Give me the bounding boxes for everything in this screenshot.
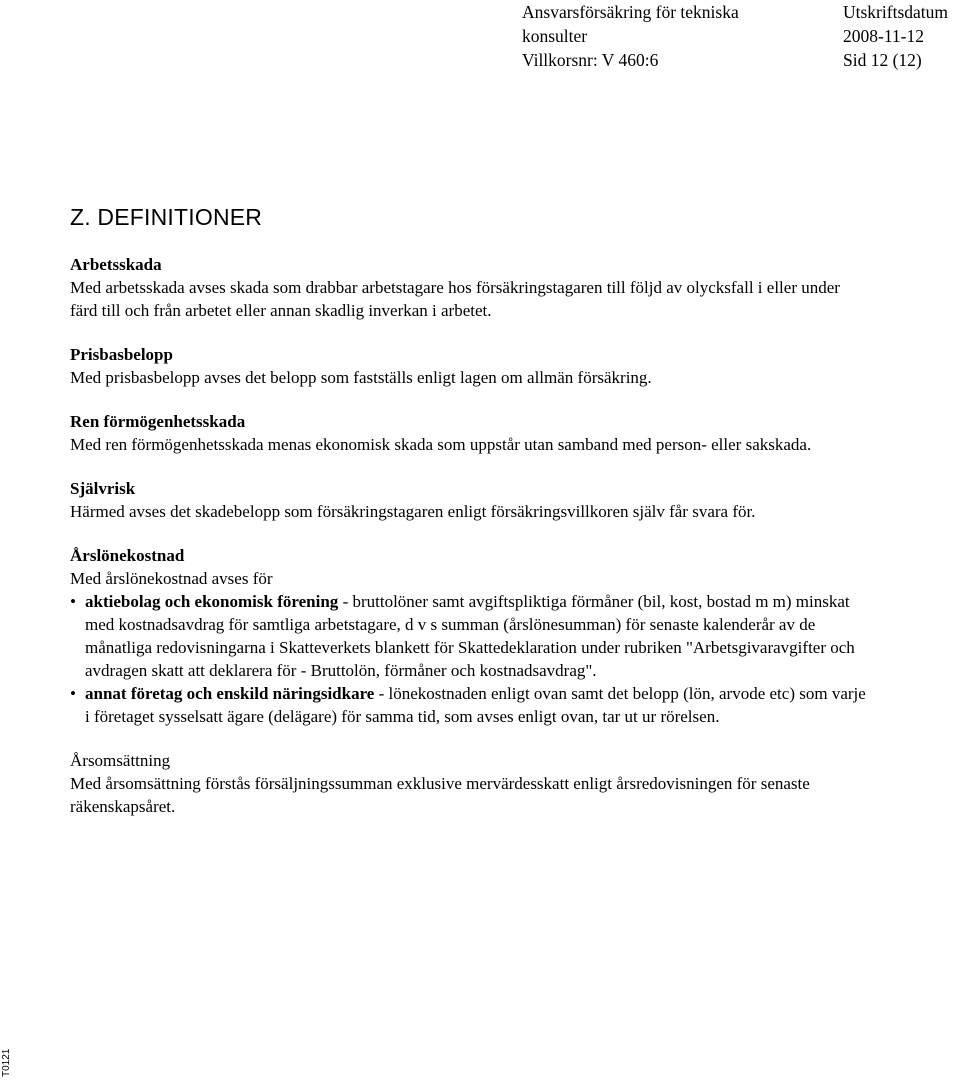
list-item xyxy=(70,590,870,682)
definition-arsomsattning xyxy=(70,749,870,818)
header-print-date-label: Utskriftsdatum xyxy=(843,2,948,22)
list-item-text: - lönekostnaden enligt ovan samt det belopp (lön, arvode etc) som varje i företaget sysselsatt ägare (delägare) för samma tid, som avses enligt ovan, tar ut ur rörelsen. xyxy=(85,684,866,726)
definition-heading: Ren förmögenhetsskada xyxy=(70,412,246,431)
definition-text: Med arbetsskada avses skada som drabbar arbetstagare hos försäkringstagaren till följd av olycksfall i eller under färd till och från arbetet eller annan skadlig inverkan i arbetet. xyxy=(70,278,840,320)
list-item-text: - bruttolöner samt avgiftspliktiga förmåner (bil, kost, bostad m m) minskat med kostnadsavdrag för samtliga arbetstagare, d v s summan (årslönesumman) för senaste kalenderår av de månatliga redovisningarna i Skatteverkets blankett för Skattedeklaration under rubriken "Arbetsgivaravgifter och avdragen skatt att deklarera för - Bruttolön, förmåner och kostnadsavdrag". xyxy=(85,592,855,680)
definition-ren-formogenhetsskada xyxy=(70,410,870,456)
header-terms-number: Villkorsnr: V 460:6 xyxy=(522,50,659,70)
definition-arbetsskada xyxy=(70,253,870,322)
form-code: T0121 xyxy=(1,1048,12,1077)
list-item-term: annat företag och enskild näringsidkare xyxy=(85,684,375,703)
bullet-list xyxy=(70,590,870,728)
definition-arslonekostnad xyxy=(70,544,870,728)
header-product-line-2: konsulter xyxy=(522,26,588,46)
definition-text: Med årslönekostnad avses för xyxy=(70,569,273,588)
definition-text: Med prisbasbelopp avses det belopp som fastställs enligt lagen om allmän försäkring. xyxy=(70,368,652,387)
document-body xyxy=(70,201,870,818)
header-left xyxy=(522,0,822,72)
list-item-term: aktiebolag och ekonomisk förening xyxy=(85,592,339,611)
definition-heading: Självrisk xyxy=(70,479,136,498)
bullet-icon: • xyxy=(70,684,76,703)
definition-text: Med ren förmögenhetsskada menas ekonomisk skada som uppstår utan samband med person- eller sakskada. xyxy=(70,435,812,454)
header-product-line-1: Ansvarsförsäkring för tekniska xyxy=(522,2,739,22)
definition-prisbasbelopp xyxy=(70,343,870,389)
definition-text: Härmed avses det skadebelopp som försäkringstagaren enligt försäkringsvillkoren själv får svara för. xyxy=(70,502,756,521)
bullet-icon: • xyxy=(70,592,76,611)
header-print-date: 2008-11-12 xyxy=(843,26,925,46)
header-page-number: Sid 12 (12) xyxy=(843,50,922,70)
definition-heading: Årsomsättning xyxy=(70,751,171,770)
definition-heading: Årslönekostnad xyxy=(70,546,185,565)
page-title: Z. DEFINITIONER xyxy=(70,204,263,230)
list-item xyxy=(70,682,870,728)
definition-text: Med årsomsättning förstås försäljningssumman exklusive mervärdesskatt enligt årsredovisningen för senaste räkenskapsåret. xyxy=(70,774,810,816)
definition-heading: Prisbasbelopp xyxy=(70,345,173,364)
definition-heading: Arbetsskada xyxy=(70,255,162,274)
definition-sjalvrisk xyxy=(70,477,870,523)
header-right xyxy=(843,0,960,72)
